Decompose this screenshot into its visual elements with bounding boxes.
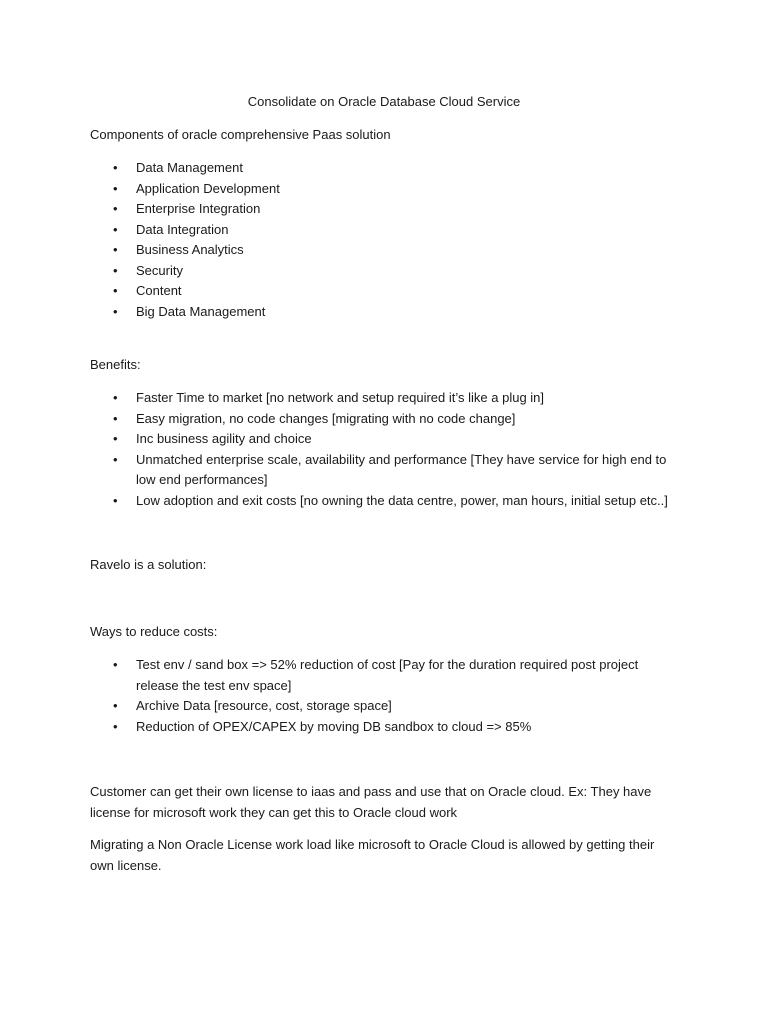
list-item: • Unmatched enterprise scale, availability and performance [They have service for high end to low end performances]	[113, 451, 667, 487]
bullet-icon: •	[113, 718, 118, 734]
bullet-icon: •	[113, 431, 118, 446]
benefits-heading: Benefits:	[90, 357, 141, 372]
bullet-icon: •	[113, 303, 118, 319]
bullet-icon: •	[113, 492, 118, 508]
list-item: • Business Analytics	[90, 240, 680, 261]
list-item: • Big Data Management	[90, 302, 680, 323]
bullet-icon: •	[113, 410, 118, 426]
bullet-icon: •	[113, 262, 118, 278]
bullet-icon: •	[113, 451, 118, 467]
document-title: Consolidate on Oracle Database Cloud Service	[247, 94, 521, 109]
components-list	[90, 158, 680, 322]
list-item: • Faster Time to market [no network and setup required it’s like a plug in]	[90, 388, 680, 409]
bullet-icon: •	[113, 201, 118, 216]
list-item: • Data Management	[90, 158, 680, 179]
list-item: • Reduction of OPEX/CAPEX by moving DB sandbox to cloud => 85%	[90, 717, 680, 738]
list-item: • Inc business agility and choice	[90, 429, 680, 450]
list-item: • Enterprise Integration	[90, 199, 680, 220]
bullet-icon: •	[113, 283, 118, 298]
license-paragraph-2: Migrating a Non Oracle License work load like microsoft to Oracle Cloud is allowed by getting their own license.	[90, 837, 655, 873]
costs-heading: Ways to reduce costs:	[90, 624, 218, 639]
benefits-list	[90, 388, 680, 511]
components-heading: Components of oracle comprehensive Paas solution	[90, 127, 391, 142]
list-item: • Archive Data [resource, cost, storage space]	[90, 696, 680, 717]
license-paragraph-1: Customer can get their own license to iaas and pass and use that on Oracle cloud. Ex: They have license for microsoft work they can get this to Oracle cloud work	[90, 784, 652, 820]
bullet-icon: •	[113, 160, 118, 175]
list-item: • Easy migration, no code changes [migrating with no code change]	[90, 409, 680, 430]
list-item: • Low adoption and exit costs [no owning the data centre, power, man hours, initial setup etc..]	[90, 491, 680, 512]
bullet-icon: •	[113, 221, 118, 237]
list-item: • Data Integration	[90, 220, 680, 241]
bullet-icon: •	[113, 698, 118, 713]
list-item: • Security	[90, 261, 680, 282]
list-item: • Application Development	[90, 179, 680, 200]
list-item: • Content	[90, 281, 680, 302]
bullet-icon: •	[113, 180, 118, 196]
list-item: • Test env / sand box => 52% reduction of cost [Pay for the duration required post project release the test env space]	[113, 657, 639, 693]
bullet-icon: •	[113, 242, 118, 257]
bullet-icon: •	[113, 390, 118, 405]
costs-list	[90, 655, 680, 737]
bullet-icon: •	[113, 657, 118, 672]
ravelo-text: Ravelo is a solution:	[90, 557, 207, 572]
